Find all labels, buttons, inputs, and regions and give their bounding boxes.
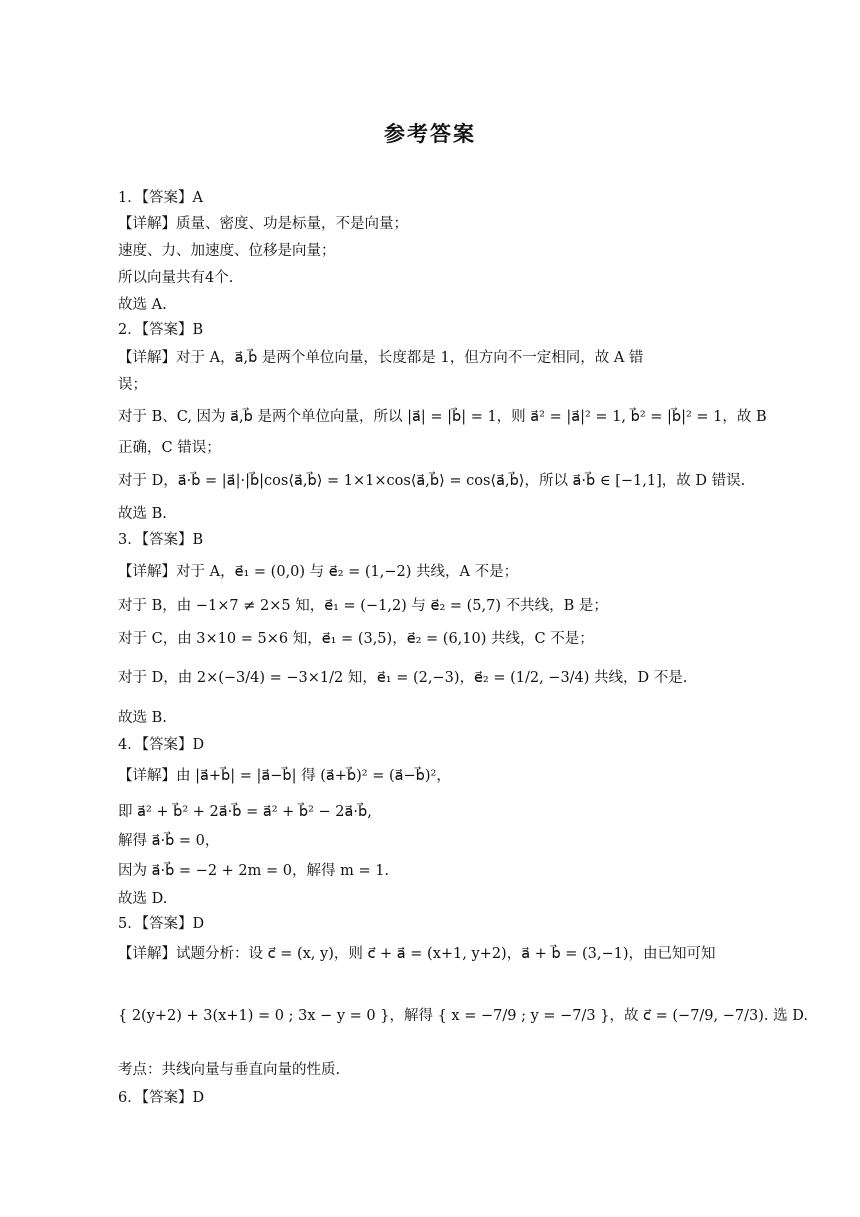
q1-detail: 速度、力、加速度、位移是向量； xyxy=(118,243,336,259)
q4-detail: 即 a⃗² + b⃗² + 2a⃗·b⃗ = a⃗² + b⃗² − 2a⃗·b⃗, xyxy=(118,804,372,820)
q1-detail: 所以向量共有4个. xyxy=(118,270,234,286)
q3-answer: 3．【答案】B xyxy=(118,532,204,548)
q2-detail: 误； xyxy=(118,377,147,393)
q4-choice: 故选 D. xyxy=(118,891,168,907)
q4-detail: 【详解】由 |a⃗+b⃗| = |a⃗−b⃗| 得 (a⃗+b⃗)² = (a⃗−b⃗)²， xyxy=(118,768,451,784)
q5-note: 考点：共线向量与垂直向量的性质. xyxy=(118,1062,341,1078)
q4-detail: 因为 a⃗·b⃗ = −2 + 2m = 0，解得 m = 1. xyxy=(118,863,390,879)
q3-choice: 故选 B. xyxy=(118,710,167,726)
q2-detail: 正确，C 错误； xyxy=(118,440,221,456)
q1-answer: 1．【答案】A xyxy=(118,190,203,206)
q2-detail: 【详解】对于 A，a⃗,b⃗ 是两个单位向量，长度都是 1，但方向不一定相同，故 A 错 xyxy=(118,350,644,366)
q1-choice: 故选 A. xyxy=(118,297,167,313)
q3-detail: 对于 D，由 2×(−3/4) = −3×1/2 知，e⃗₁ = (2,−3)，e⃗₂ = (1/2, −3/4) 共线，D 不是. xyxy=(118,670,688,686)
q4-answer: 4．【答案】D xyxy=(118,737,205,753)
q3-detail: 【详解】对于 A，e⃗₁ = (0,0) 与 e⃗₂ = (1,−2) 共线，A 不是； xyxy=(118,564,519,580)
q5-system: { 2(y+2) + 3(x+1) = 0 ; 3x − y = 0 }，解得 { x = −7/9 ; y = −7/3 }，故 c⃗ = (−7/9, −7/3). 选 D. xyxy=(118,1008,808,1024)
q6-answer: 6．【答案】D xyxy=(118,1090,205,1106)
q2-detail: 对于 B、C, 因为 a⃗,b⃗ 是两个单位向量，所以 |a⃗| = |b⃗| = 1，则 a⃗² = |a⃗|² = 1, b⃗² = |b⃗|² = 1，故 B xyxy=(118,409,767,425)
q5-detail: 【详解】试题分析：设 c⃗ = (x, y)，则 c⃗ + a⃗ = (x+1, y+2)，a⃗ + b⃗ = (3,−1)，由已知可知 xyxy=(118,946,716,962)
q5-answer: 5．【答案】D xyxy=(118,916,205,932)
q1-detail: 【详解】质量、密度、功是标量，不是向量； xyxy=(118,216,408,232)
q2-choice: 故选 B. xyxy=(118,506,167,522)
page-title: 参考答案 xyxy=(384,122,476,146)
q4-detail: 解得 a⃗·b⃗ = 0， xyxy=(118,833,220,849)
q3-detail: 对于 B，由 −1×7 ≠ 2×5 知，e⃗₁ = (−1,2) 与 e⃗₂ = (5,7) 不共线，B 是； xyxy=(118,598,608,614)
q2-answer: 2．【答案】B xyxy=(118,322,204,338)
q2-detail: 对于 D，a⃗·b⃗ = |a⃗|·|b⃗|cos⟨a⃗,b⃗⟩ = 1×1×cos⟨a⃗,b⃗⟩ = cos⟨a⃗,b⃗⟩，所以 a⃗·b⃗ ∈ [−1,1]，故 D 错误. xyxy=(118,473,746,489)
q3-detail: 对于 C，由 3×10 = 5×6 知，e⃗₁ = (3,5)，e⃗₂ = (6,10) 共线，C 不是； xyxy=(118,631,594,647)
